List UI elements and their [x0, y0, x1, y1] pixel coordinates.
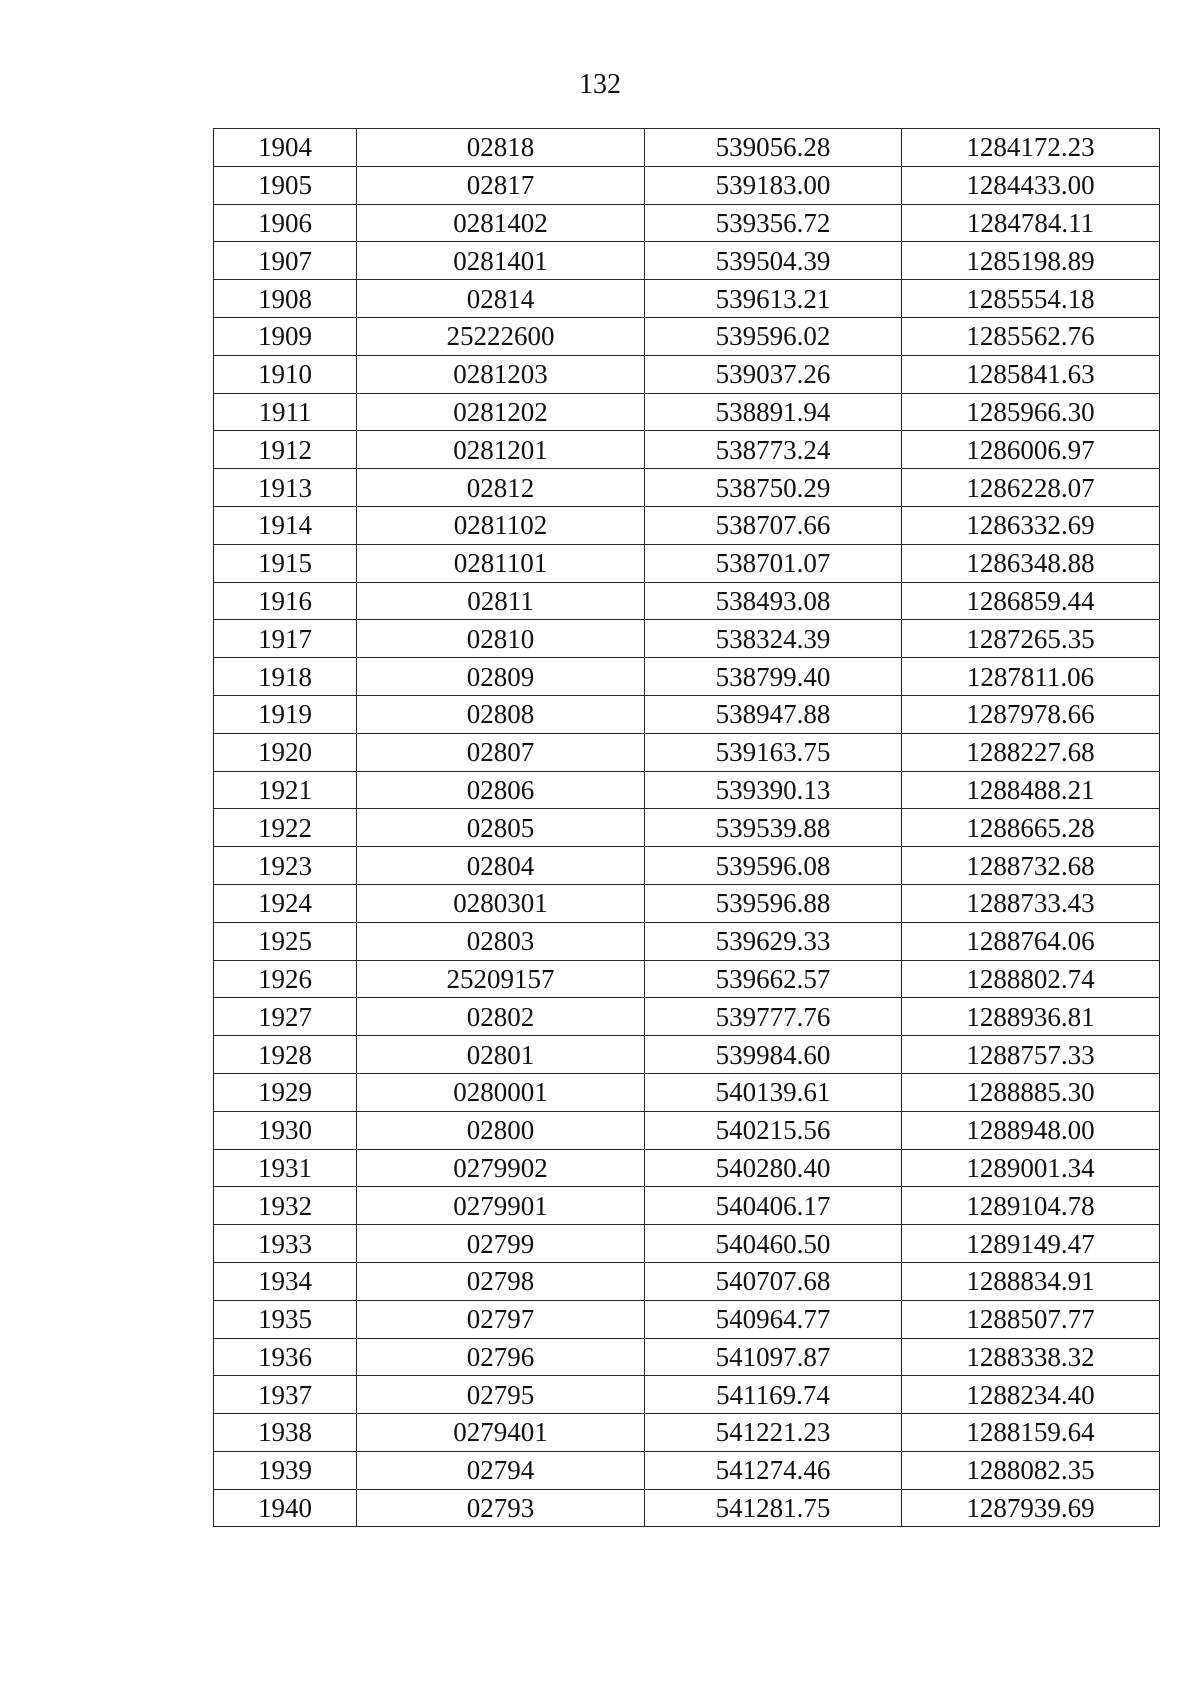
y-coordinate-cell: 1284433.00 [902, 166, 1160, 204]
point-number-cell: 1940 [214, 1489, 357, 1527]
code-cell: 02795 [357, 1376, 645, 1414]
code-cell: 02793 [357, 1489, 645, 1527]
table-row [214, 1225, 1160, 1263]
y-coordinate-cell: 1288159.64 [902, 1414, 1160, 1452]
point-number-cell: 1922 [214, 809, 357, 847]
point-number-cell: 1904 [214, 129, 357, 167]
code-cell: 02808 [357, 695, 645, 733]
x-coordinate-cell: 539613.21 [645, 280, 902, 318]
point-number-cell: 1907 [214, 242, 357, 280]
x-coordinate-cell: 541274.46 [645, 1451, 902, 1489]
table-row [214, 847, 1160, 885]
table-row [214, 1262, 1160, 1300]
y-coordinate-cell: 1285966.30 [902, 393, 1160, 431]
table-row [214, 469, 1160, 507]
y-coordinate-cell: 1288802.74 [902, 960, 1160, 998]
code-cell: 0280301 [357, 884, 645, 922]
code-cell: 02812 [357, 469, 645, 507]
point-number-cell: 1910 [214, 355, 357, 393]
x-coordinate-cell: 538750.29 [645, 469, 902, 507]
y-coordinate-cell: 1288227.68 [902, 733, 1160, 771]
point-number-cell: 1923 [214, 847, 357, 885]
table-row [214, 1036, 1160, 1074]
x-coordinate-cell: 540460.50 [645, 1225, 902, 1263]
point-number-cell: 1934 [214, 1262, 357, 1300]
x-coordinate-cell: 540280.40 [645, 1149, 902, 1187]
x-coordinate-cell: 539984.60 [645, 1036, 902, 1074]
x-coordinate-cell: 540707.68 [645, 1262, 902, 1300]
code-cell: 0281202 [357, 393, 645, 431]
code-cell: 02805 [357, 809, 645, 847]
y-coordinate-cell: 1286348.88 [902, 544, 1160, 582]
y-coordinate-cell: 1288834.91 [902, 1262, 1160, 1300]
point-number-cell: 1936 [214, 1338, 357, 1376]
table-row [214, 922, 1160, 960]
x-coordinate-cell: 540215.56 [645, 1111, 902, 1149]
y-coordinate-cell: 1286332.69 [902, 506, 1160, 544]
y-coordinate-cell: 1286228.07 [902, 469, 1160, 507]
code-cell: 02806 [357, 771, 645, 809]
point-number-cell: 1931 [214, 1149, 357, 1187]
table-row [214, 1338, 1160, 1376]
x-coordinate-cell: 538891.94 [645, 393, 902, 431]
point-number-cell: 1925 [214, 922, 357, 960]
code-cell: 02804 [357, 847, 645, 885]
y-coordinate-cell: 1288507.77 [902, 1300, 1160, 1338]
y-coordinate-cell: 1288764.06 [902, 922, 1160, 960]
point-number-cell: 1906 [214, 204, 357, 242]
point-number-cell: 1908 [214, 280, 357, 318]
code-cell: 02798 [357, 1262, 645, 1300]
table-row [214, 1111, 1160, 1149]
y-coordinate-cell: 1289104.78 [902, 1187, 1160, 1225]
code-cell: 25222600 [357, 317, 645, 355]
x-coordinate-cell: 539037.26 [645, 355, 902, 393]
table-row [214, 1149, 1160, 1187]
code-cell: 02817 [357, 166, 645, 204]
code-cell: 0279901 [357, 1187, 645, 1225]
code-cell: 0279902 [357, 1149, 645, 1187]
table-row [214, 242, 1160, 280]
point-number-cell: 1933 [214, 1225, 357, 1263]
x-coordinate-cell: 539356.72 [645, 204, 902, 242]
x-coordinate-cell: 538493.08 [645, 582, 902, 620]
x-coordinate-cell: 539390.13 [645, 771, 902, 809]
point-number-cell: 1915 [214, 544, 357, 582]
code-cell: 02797 [357, 1300, 645, 1338]
y-coordinate-cell: 1288338.32 [902, 1338, 1160, 1376]
point-number-cell: 1919 [214, 695, 357, 733]
code-cell: 0279401 [357, 1414, 645, 1452]
x-coordinate-cell: 539056.28 [645, 129, 902, 167]
point-number-cell: 1930 [214, 1111, 357, 1149]
y-coordinate-cell: 1288948.00 [902, 1111, 1160, 1149]
point-number-cell: 1911 [214, 393, 357, 431]
x-coordinate-cell: 538773.24 [645, 431, 902, 469]
point-number-cell: 1912 [214, 431, 357, 469]
y-coordinate-cell: 1287939.69 [902, 1489, 1160, 1527]
table-row [214, 582, 1160, 620]
table-row [214, 695, 1160, 733]
x-coordinate-cell: 541221.23 [645, 1414, 902, 1452]
table-row [214, 166, 1160, 204]
code-cell: 0281201 [357, 431, 645, 469]
point-number-cell: 1937 [214, 1376, 357, 1414]
y-coordinate-cell: 1288733.43 [902, 884, 1160, 922]
table-row [214, 1300, 1160, 1338]
y-coordinate-cell: 1288234.40 [902, 1376, 1160, 1414]
code-cell: 02794 [357, 1451, 645, 1489]
x-coordinate-cell: 538324.39 [645, 620, 902, 658]
x-coordinate-cell: 541169.74 [645, 1376, 902, 1414]
x-coordinate-cell: 540139.61 [645, 1073, 902, 1111]
x-coordinate-cell: 539596.88 [645, 884, 902, 922]
code-cell: 0281203 [357, 355, 645, 393]
point-number-cell: 1935 [214, 1300, 357, 1338]
code-cell: 02811 [357, 582, 645, 620]
table-body [214, 129, 1160, 1527]
y-coordinate-cell: 1288665.28 [902, 809, 1160, 847]
point-number-cell: 1928 [214, 1036, 357, 1074]
y-coordinate-cell: 1287811.06 [902, 658, 1160, 696]
x-coordinate-cell: 539504.39 [645, 242, 902, 280]
code-cell: 25209157 [357, 960, 645, 998]
code-cell: 02803 [357, 922, 645, 960]
y-coordinate-cell: 1288082.35 [902, 1451, 1160, 1489]
code-cell: 02814 [357, 280, 645, 318]
table-row [214, 506, 1160, 544]
table-row [214, 1073, 1160, 1111]
point-number-cell: 1916 [214, 582, 357, 620]
x-coordinate-cell: 539629.33 [645, 922, 902, 960]
y-coordinate-cell: 1289149.47 [902, 1225, 1160, 1263]
code-cell: 02809 [357, 658, 645, 696]
point-number-cell: 1938 [214, 1414, 357, 1452]
x-coordinate-cell: 538701.07 [645, 544, 902, 582]
x-coordinate-cell: 538799.40 [645, 658, 902, 696]
x-coordinate-cell: 538707.66 [645, 506, 902, 544]
table-row [214, 960, 1160, 998]
table-row [214, 280, 1160, 318]
x-coordinate-cell: 539163.75 [645, 733, 902, 771]
code-cell: 02807 [357, 733, 645, 771]
y-coordinate-cell: 1284172.23 [902, 129, 1160, 167]
x-coordinate-cell: 539596.08 [645, 847, 902, 885]
point-number-cell: 1917 [214, 620, 357, 658]
code-cell: 02799 [357, 1225, 645, 1263]
point-number-cell: 1939 [214, 1451, 357, 1489]
code-cell: 0281102 [357, 506, 645, 544]
x-coordinate-cell: 541097.87 [645, 1338, 902, 1376]
point-number-cell: 1909 [214, 317, 357, 355]
y-coordinate-cell: 1286859.44 [902, 582, 1160, 620]
y-coordinate-cell: 1287978.66 [902, 695, 1160, 733]
table-row [214, 393, 1160, 431]
point-number-cell: 1932 [214, 1187, 357, 1225]
y-coordinate-cell: 1284784.11 [902, 204, 1160, 242]
point-number-cell: 1920 [214, 733, 357, 771]
table-row [214, 1451, 1160, 1489]
code-cell: 02810 [357, 620, 645, 658]
point-number-cell: 1926 [214, 960, 357, 998]
x-coordinate-cell: 539539.88 [645, 809, 902, 847]
point-number-cell: 1927 [214, 998, 357, 1036]
y-coordinate-cell: 1285554.18 [902, 280, 1160, 318]
y-coordinate-cell: 1285562.76 [902, 317, 1160, 355]
x-coordinate-cell: 539183.00 [645, 166, 902, 204]
y-coordinate-cell: 1288732.68 [902, 847, 1160, 885]
point-number-cell: 1929 [214, 1073, 357, 1111]
code-cell: 0281101 [357, 544, 645, 582]
x-coordinate-cell: 541281.75 [645, 1489, 902, 1527]
table-row [214, 809, 1160, 847]
table-row [214, 317, 1160, 355]
point-number-cell: 1924 [214, 884, 357, 922]
table-row [214, 1414, 1160, 1452]
y-coordinate-cell: 1288885.30 [902, 1073, 1160, 1111]
table-row [214, 1187, 1160, 1225]
code-cell: 02796 [357, 1338, 645, 1376]
code-cell: 0281401 [357, 242, 645, 280]
table-row [214, 998, 1160, 1036]
y-coordinate-cell: 1287265.35 [902, 620, 1160, 658]
table-row [214, 771, 1160, 809]
table-row [214, 431, 1160, 469]
y-coordinate-cell: 1288936.81 [902, 998, 1160, 1036]
y-coordinate-cell: 1285198.89 [902, 242, 1160, 280]
point-number-cell: 1913 [214, 469, 357, 507]
x-coordinate-cell: 539596.02 [645, 317, 902, 355]
point-number-cell: 1914 [214, 506, 357, 544]
x-coordinate-cell: 539662.57 [645, 960, 902, 998]
page-number: 132 [579, 69, 621, 100]
code-cell: 0280001 [357, 1073, 645, 1111]
coordinate-table [213, 128, 1160, 1527]
point-number-cell: 1905 [214, 166, 357, 204]
y-coordinate-cell: 1288488.21 [902, 771, 1160, 809]
table-row [214, 1489, 1160, 1527]
y-coordinate-cell: 1286006.97 [902, 431, 1160, 469]
table-row [214, 204, 1160, 242]
x-coordinate-cell: 539777.76 [645, 998, 902, 1036]
table-row [214, 658, 1160, 696]
table-row [214, 733, 1160, 771]
code-cell: 02801 [357, 1036, 645, 1074]
code-cell: 02802 [357, 998, 645, 1036]
x-coordinate-cell: 538947.88 [645, 695, 902, 733]
table-row [214, 884, 1160, 922]
table-row [214, 355, 1160, 393]
code-cell: 02818 [357, 129, 645, 167]
table-row [214, 544, 1160, 582]
table-row [214, 129, 1160, 167]
point-number-cell: 1918 [214, 658, 357, 696]
point-number-cell: 1921 [214, 771, 357, 809]
y-coordinate-cell: 1285841.63 [902, 355, 1160, 393]
y-coordinate-cell: 1288757.33 [902, 1036, 1160, 1074]
y-coordinate-cell: 1289001.34 [902, 1149, 1160, 1187]
x-coordinate-cell: 540964.77 [645, 1300, 902, 1338]
table-row [214, 620, 1160, 658]
code-cell: 0281402 [357, 204, 645, 242]
x-coordinate-cell: 540406.17 [645, 1187, 902, 1225]
table-row [214, 1376, 1160, 1414]
code-cell: 02800 [357, 1111, 645, 1149]
